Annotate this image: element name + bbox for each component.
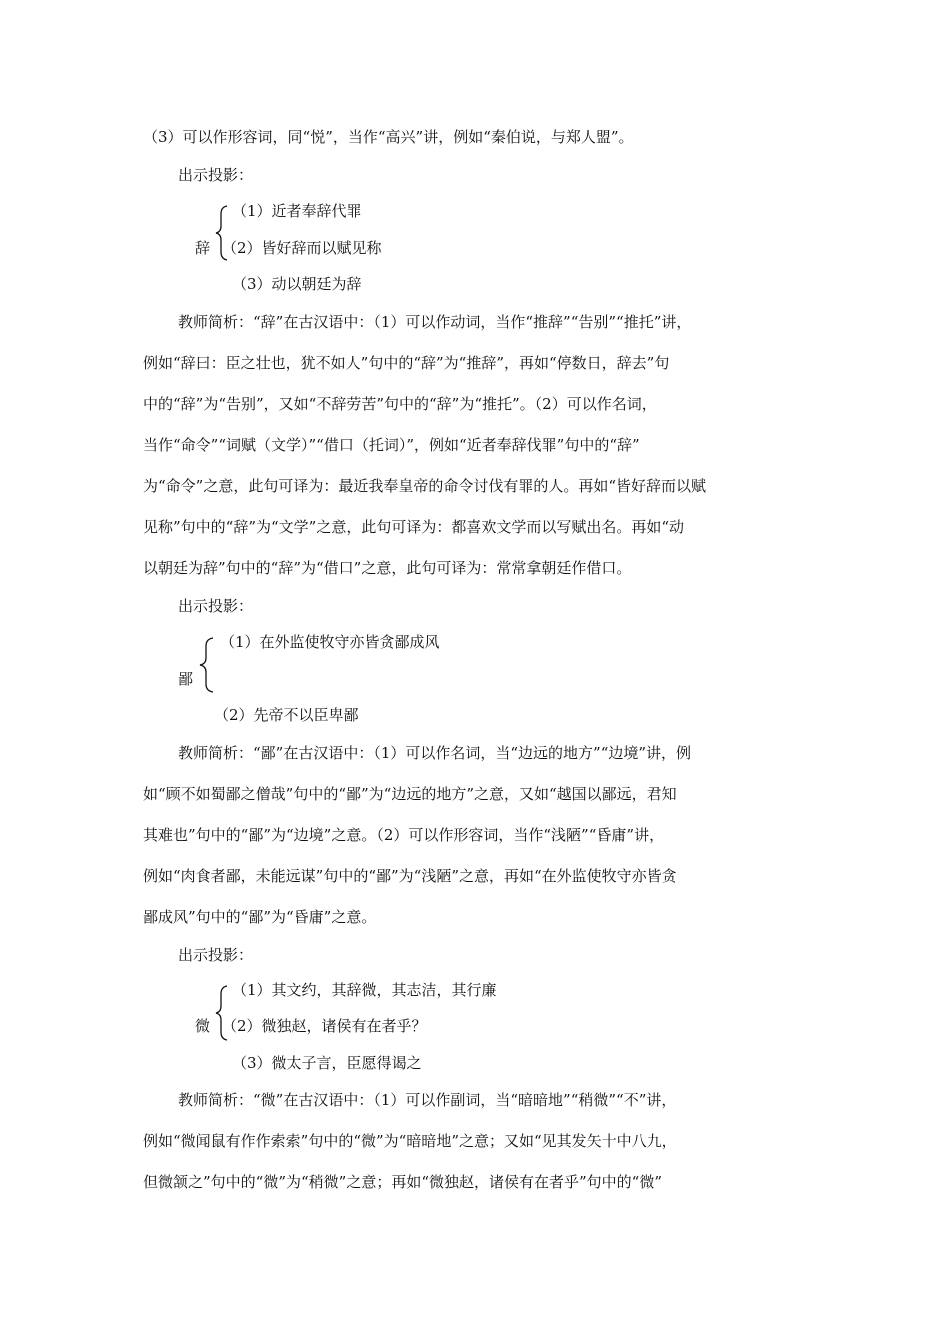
section1-analysis-1: 教师简析：“辞”在古汉语中：（1）可以作动词，当作“推辞”“告别”“推托”讲，	[178, 313, 692, 331]
section1-item-2: （2）皆好辞而以赋见称	[222, 239, 382, 257]
section3-analysis-2: 例如“微闻鼠有作作索索”句中的“微”为“暗暗地”之意；又如“见其发矢十中八九，	[143, 1132, 677, 1150]
section1-item-1: （1）近者奉辞代罪	[232, 202, 362, 220]
section3-word: 微	[195, 1017, 211, 1035]
section2-analysis-2: 如“顾不如蜀鄙之僧哉”句中的“鄙”为“边远的地方”之意，又如“越国以鄙远，君知	[143, 785, 677, 803]
section1-analysis-4: 当作“命令”“词赋（文学）”“借口（托词）”，例如“近者奉辞伐罪”句中的“辞”	[143, 436, 640, 454]
section1-item-3: （3）动以朝廷为辞	[232, 275, 362, 293]
section1-analysis-6: 见称”句中的“辞”为“文学”之意，此句可译为：都喜欢文学而以写赋出名。再如“动	[143, 518, 685, 536]
intro-line: （3）可以作形容词，同“悦”，当作“高兴”讲，例如“秦伯说，与郑人盟”。	[143, 128, 634, 146]
section1-analysis-5: 为“命令”之意，此句可译为：最近我奉皇帝的命令讨伐有罪的人。再如“皆好辞而以赋	[143, 477, 707, 495]
section2-brace	[198, 636, 216, 694]
section3-heading: 出示投影：	[178, 946, 254, 964]
section2-item-2: （2）先帝不以臣卑鄙	[214, 706, 359, 724]
section3-item-3: （3）微太子言，臣愿得谒之	[232, 1054, 422, 1072]
section1-analysis-2: 例如“辞曰：臣之壮也，犹不如人”句中的“辞”为“推辞”，再如“停数日，辞去”句	[143, 354, 670, 372]
section2-analysis-5: 鄙成风”句中的“鄙”为“昏庸”之意。	[143, 908, 377, 926]
section1-analysis-3: 中的“辞”为“告别”，又如“不辞劳苦”句中的“辞”为“推托”。（2）可以作名词，	[143, 395, 657, 413]
section3-analysis-3: 但微颔之”句中的“微”为“稍微”之意；再如“微独赵，诸侯有在者乎”句中的“微”	[143, 1173, 663, 1191]
section2-heading: 出示投影：	[178, 597, 254, 615]
section3-analysis-1: 教师简析：“微”在古汉语中：（1）可以作副词，当“暗暗地”“稍微”“不”讲，	[178, 1091, 677, 1109]
section1-heading: 出示投影：	[178, 166, 254, 184]
section2-word: 鄙	[178, 670, 194, 688]
section2-analysis-1: 教师简析：“鄙”在古汉语中：（1）可以作名词，当“边远的地方”“边境”讲，例	[178, 744, 692, 762]
section2-item-1: （1）在外监使牧守亦皆贪鄙成风	[220, 633, 440, 651]
section3-item-2: （2）微独赵，诸侯有在者乎？	[222, 1017, 427, 1035]
section1-word: 辞	[195, 239, 211, 257]
section2-analysis-4: 例如“肉食者鄙，未能远谋”句中的“鄙”为“浅陋”之意，再如“在外监使牧守亦皆贪	[143, 867, 677, 885]
section3-item-1: （1）其文约，其辞微，其志洁，其行廉	[232, 981, 497, 999]
section1-analysis-7: 以朝廷为辞”句中的“辞”为“借口”之意，此句可译为：常常拿朝廷作借口。	[143, 559, 632, 577]
section2-analysis-3: 其难也”句中的“鄙”为“边境”之意。（2）可以作形容词，当作“浅陋”“昏庸”讲，	[143, 826, 665, 844]
